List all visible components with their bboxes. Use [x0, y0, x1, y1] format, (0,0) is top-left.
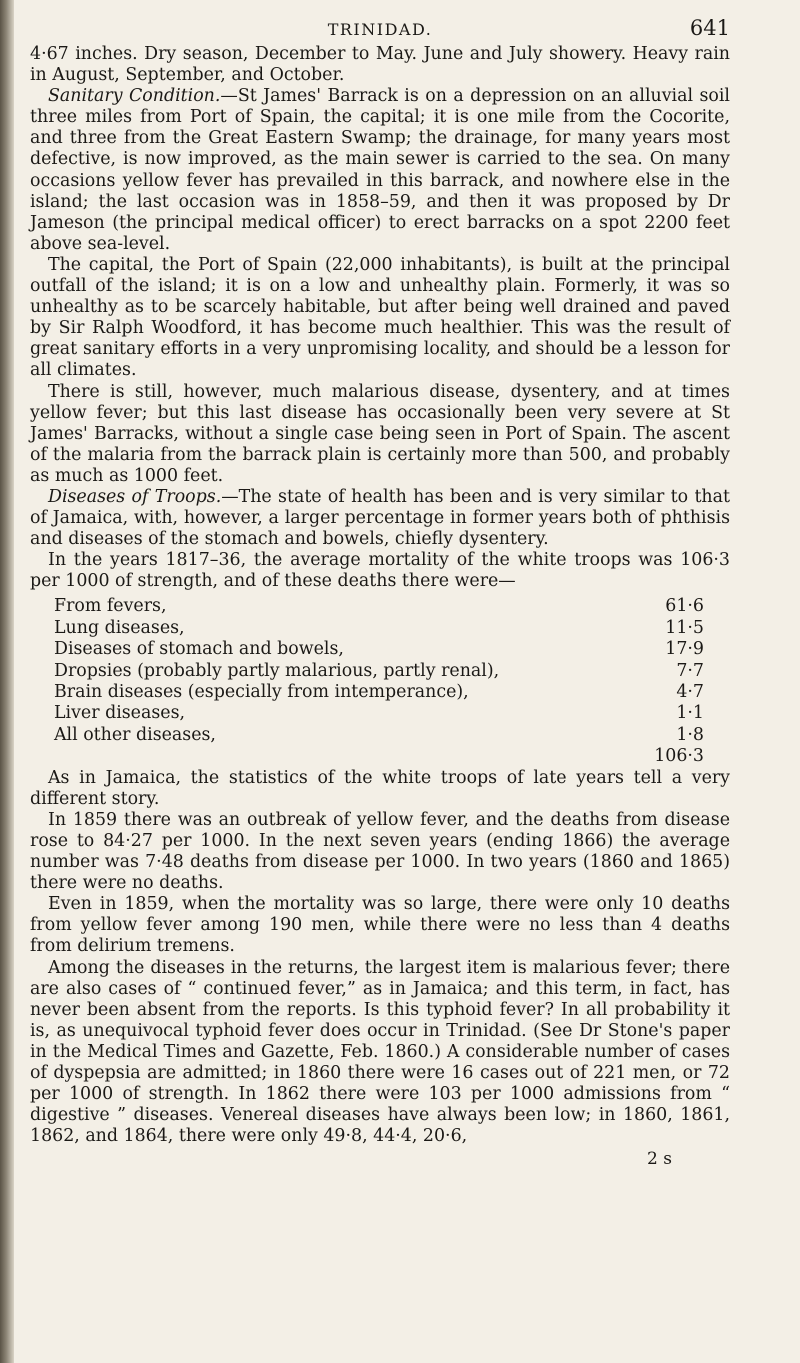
table-row: [54, 725, 704, 746]
paragraph: 4·67 inches. Dry season, December to May. June and July showery. Heavy rain in August, September, and October.: [30, 44, 730, 86]
row-label: All other diseases,: [54, 724, 216, 745]
row-value: 7·7: [676, 660, 704, 681]
paragraph: Sanitary Condition.—St James' Barrack is on a depression on an alluvial soil three miles from Port of Spain, the capital; it is one mile from the Cocorite, and three from the Great Eastern Swamp; the drainage, for many years most defective, is now improved, as the main sewer is carried to the sea. On many occasions yellow fever has prevailed in this barrack, and nowhere else in the island; the last occasion was in 1858–59, and then it was proposed by Dr Jameson (the principal medical officer) to erect barracks on a spot 2200 feet above sea-level.: [30, 86, 730, 254]
row-value: 11·5: [665, 617, 704, 638]
chapter-title: TRINIDAD.: [327, 20, 433, 39]
row-label: Lung diseases,: [54, 617, 185, 638]
paragraph: Diseases of Troops.—The state of health has been and is very similar to that of Jamaica, with, however, a larger percentage in former years both of phthisis and diseases of the stomach and bowels, chiefly dysentery.: [30, 486, 730, 550]
table-row: [54, 682, 704, 703]
paragraph: Even in 1859, when the mortality was so large, there were only 10 deaths from yellow fever among 190 men, while there were no less than 4 deaths from delirium tremens.: [30, 894, 730, 957]
row-value: 4·7: [676, 682, 704, 703]
row-value: 1·1: [676, 703, 704, 724]
row-label: From fevers,: [54, 596, 167, 617]
table-row: [54, 596, 704, 617]
section-heading: Sanitary Condition.: [48, 86, 221, 107]
paragraph: There is still, however, much malarious disease, dysentery, and at times yellow fever; but this last disease has occasionally been very severe at St James' Barracks, without a single case being seen in Port of Spain. The ascent of the malaria from the barrack plain is certainly more than 500, and probably as much as 1000 feet.: [30, 381, 730, 486]
page-number: 641: [689, 16, 730, 40]
paragraph: Among the diseases in the returns, the largest item is malarious fever; there are also cases of “ continued fever,” as in Jamaica; and this term, in fact, has never been absent from the reports. Is this typhoid fever? In all probability it is, as unequivocal typhoid fever does occur in Trinidad. (See Dr Stone's paper in the Medical Times and Gazette, Feb. 1860.) A considerable number of cases of dyspepsia are admitted; in 1860 there were 16 cases out of 221 men, or 72 per 1000 of strength. In 1862 there were 103 per 1000 admissions from “ digestive ” diseases. Venereal diseases have always been low; in 1860, 1861, 1862, and 1864, there were only 49·8, 44·4, 20·6,: [30, 957, 730, 1147]
table-total-row: [54, 746, 704, 767]
row-label: Brain diseases (especially from intemperance),: [54, 682, 469, 703]
paragraph: In the years 1817–36, the average mortality of the white troops was 106·3 per 1000 of strength, and of these deaths there were—: [30, 550, 730, 592]
book-page: [30, 0, 730, 1363]
book-binding-edge: [0, 0, 14, 1363]
paragraph: The capital, the Port of Spain (22,000 inhabitants), is built at the principal outfall of the island; it is on a low and unhealthy plain. Formerly, it was so unhealthy as to be scarcely habitable, but after being well drained and paved by Sir Ralph Woodford, it has become much healthier. This was the result of great sanitary efforts in a very unpromising locality, and should be a lesson for all climates.: [30, 254, 730, 381]
section-heading: Diseases of Troops.: [48, 486, 222, 507]
row-label: Liver diseases,: [54, 703, 186, 724]
signature-mark: 2 s: [647, 1149, 672, 1170]
row-label: Diseases of stomach and bowels,: [54, 639, 344, 660]
table-row: [54, 618, 704, 639]
row-value: 17·9: [665, 639, 704, 660]
table-row: [54, 703, 704, 724]
row-value: 61·6: [665, 596, 704, 617]
paragraph: In 1859 there was an outbreak of yellow fever, and the deaths from disease rose to 84·27 per 1000. In the next seven years (ending 1866) the average number was 7·48 deaths from disease per 1000. In two years (1860 and 1865) there were no deaths.: [30, 809, 730, 894]
row-value: 1·8: [676, 724, 704, 745]
table-total: 106·3: [654, 746, 704, 767]
table-row: [54, 661, 704, 682]
paragraph: As in Jamaica, the statistics of the white troops of late years tell a very different story.: [30, 767, 730, 809]
row-label: Dropsies (probably partly malarious, partly renal),: [54, 660, 500, 681]
table-row: [54, 639, 704, 660]
body-text: [30, 44, 730, 1169]
mortality-table: [54, 596, 704, 767]
running-head: [30, 0, 730, 44]
